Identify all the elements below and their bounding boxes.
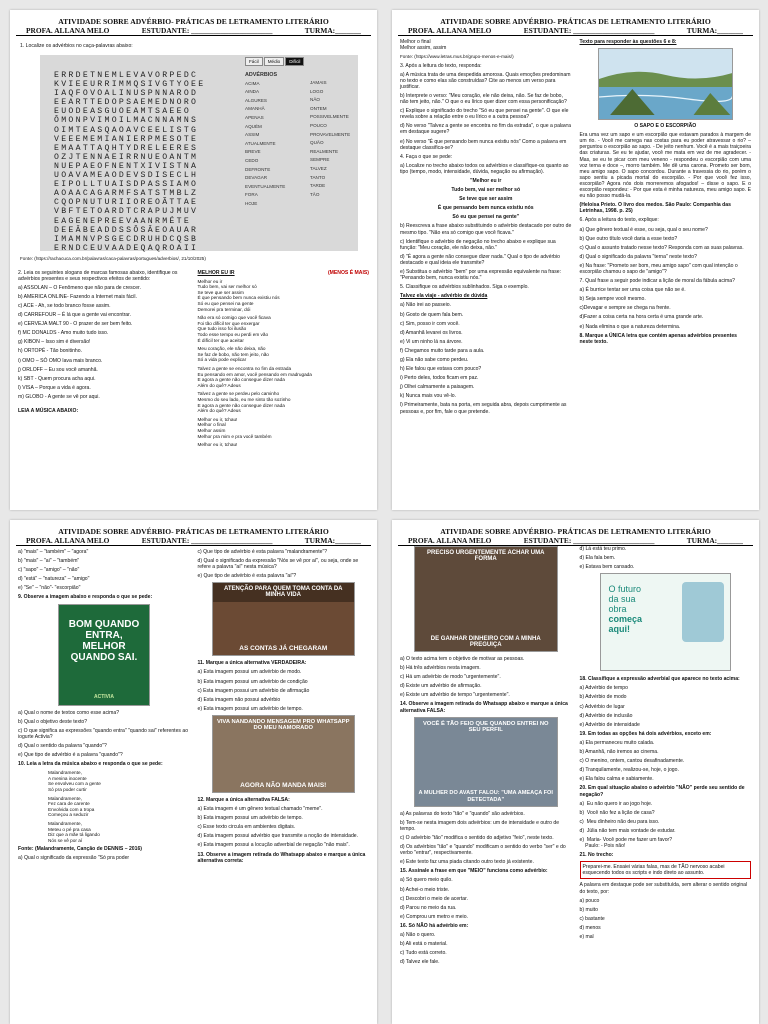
answer-item: d) Qual o sentido da palavra "quando"?	[18, 742, 107, 749]
word-list-item: AMANHÃ	[245, 106, 265, 112]
word-list-item: HOJE	[245, 200, 258, 206]
question-5: 5. Classifique os advérbios sublinhados. Siga o exemplo.	[400, 284, 529, 291]
student-field: ESTUDANTE: ______________________	[141, 26, 273, 35]
option-item: a) É burrice tentar ser uma coisa que não se é.	[579, 287, 686, 294]
song-source: Fonte: (Malandramente, Canção de DENNIS – 2016)	[18, 846, 142, 853]
option-item: b) muito	[579, 906, 598, 913]
option-item: d) Esta imagem possui advérbio que transmite a noção de intensidade.	[197, 833, 359, 840]
slogan-item: k) SBT - Quem procura acha aqui.	[18, 375, 96, 382]
word-list-item: ATUALMENTE	[245, 140, 276, 146]
answer-item: d) Qual o significado da expressão "Nós se vê por aí", ou seja, onde se refere a palavra "aí" nesta música?	[197, 558, 359, 571]
meme-bottom-text: DE GANHAR DINHEIRO COM A MINHA PREGUIÇA	[430, 635, 541, 648]
question-10a: a) Qual o significado da expressão "Só pra poder	[18, 855, 130, 862]
word-list-item: BREVE	[245, 149, 261, 155]
read-song-label: LEIA A MÚSICA ABAIXO:	[18, 408, 79, 414]
answer-item: b) Gosto de quem fala bem.	[400, 311, 464, 318]
option-item: b) Achei-o meio triste.	[400, 886, 450, 893]
question-12: 12. Marque a única alternativa FALSA:	[197, 796, 290, 803]
doc-subheader	[16, 536, 371, 546]
word-list-item: ASSIM	[245, 132, 260, 138]
lyrics-end-2: Melhor assim, assim	[400, 45, 447, 52]
word-list-item: TANTO	[310, 174, 326, 180]
question-8: 8. Marque a ÚNICA letra que contém apenas advérbios presentes neste texto.	[579, 332, 737, 345]
answer-item: b) Interprete o verso: "Meu coração, ele não deixa, não. Se faz de bobo, não tem jeito, não." O que o eu lírico quer dizer com essa personificação?	[400, 92, 567, 106]
answer-item: e) Na frase: "Prometo ser bom, meu amigo sapo" com qual intenção o escorpião chamou o sapo de "amigo"?	[579, 262, 738, 275]
question-16-items	[400, 932, 572, 965]
option-item: c) Há um advérbio de modo "urgentemente".	[400, 674, 501, 681]
question-16: 16. Só NÃO há advérbio em:	[400, 922, 469, 929]
word-list-title: ADVÉRBIOS	[245, 72, 278, 78]
construction-ad-image	[600, 573, 732, 671]
option-item: c) bastante	[579, 915, 605, 922]
question-14: 14. Observe a imagem retirada do Whatsapp abaixo e marque a única alternativa FALSA:	[400, 701, 568, 714]
question-10: 10. Leia a letra da música abaixo e responda o que se pede:	[18, 761, 163, 768]
word-list-item: TALVEZ	[310, 165, 327, 171]
option-item: e) Esta imagem possui um advérbio de tempo.	[197, 705, 303, 712]
option-item: d) "está" – "natureza" – "amigo"	[18, 576, 90, 583]
option-item: e) Esta imagem possui a locução adverbial de negação "não mais".	[197, 842, 350, 849]
word-list-item: PROVAVELMENTE	[310, 131, 351, 137]
option-item: d) Parou no meio da rua.	[400, 904, 457, 911]
slogan-item: h) ORTOPÉ - Tão bonitinho.	[18, 348, 82, 355]
option-item: d) Esta imagem não possui advérbio	[197, 696, 281, 703]
question-6-items	[580, 227, 752, 276]
option-item: b) Há três advérbios nesta imagem.	[400, 665, 481, 672]
slogan-item: e) CERVEJA MALT 90 - O prazer de ser bem feito.	[18, 321, 133, 328]
answer-item: c) Que tipo de advérbio é esta palavra "malandramente"?	[197, 549, 328, 555]
question-9: 9. Observe a imagem abaixo e responda o que se pede:	[18, 594, 153, 601]
option-item: a) Não o quero.	[400, 931, 436, 938]
option-item: e) Advérbio de intensidade	[579, 721, 640, 728]
answer-item: d) No verso "Talvez a gente se encontra no fim da estrada", o que a palavra em destaque sugere?	[400, 123, 571, 136]
difficulty-hard[interactable]: Difícil	[285, 57, 304, 66]
quote-line: "Melhor eu ir	[470, 178, 502, 184]
option-item: b) Tem-se nesta imagem dois advérbios: um de intensidade e outro de tempo.	[400, 819, 560, 832]
option-item: d) Tranquilamente, realizou-se, hoje, o jogo.	[579, 767, 679, 774]
question-4: 4. Faça o que se pede:	[400, 153, 453, 160]
option-item: c) Esse texto circula em ambientes digitais.	[197, 824, 296, 831]
answer-item: c) O que significa as expressões "quando entra" "quando sai" referentes ao iogurte Activia?	[18, 727, 189, 740]
question-7: 7. Qual frase a seguir pode indicar a lição de moral da fábula acima?	[579, 278, 735, 285]
option-item: c) Meu dinheiro não deu para isso.	[579, 818, 660, 825]
word-list-item: JAMAIS	[310, 80, 327, 85]
quote-line: É que pensando bem nunca existiu nós	[437, 205, 534, 212]
meme-top-text: VOCÊ É TÃO FEIO QUE QUANDO ENTREI NO SEU PERFIL	[422, 720, 549, 733]
option-item: d) Existe um advérbio de afirmação.	[400, 683, 482, 690]
answer-item: b) Qual o objetivo deste texto?	[18, 718, 88, 725]
question-20: 20. Em qual situação abaixo o advérbio "NÃO" perde seu sentido de negação?	[579, 785, 745, 798]
answer-item: e) Que tipo de advérbio é esta palavra "aí"?	[197, 573, 297, 580]
word-list-item: NÃO	[310, 97, 320, 103]
meme-top-text: ATENÇÃO PARA QUEM TOMA CONTA DA MINHA VIDA	[213, 583, 355, 601]
meme-bottom-text: A MULHER DO AVAST FALOU: "UMA AMEAÇA FOI DETECTADA"	[418, 790, 553, 803]
question-15: 15. Assinale a frase em que "MEIO" funciona como advérbio:	[400, 868, 548, 875]
word-search	[40, 55, 358, 251]
q13-options	[400, 656, 572, 698]
option-item: a) Eu não quero ir ao jogo hoje.	[579, 800, 653, 807]
slogan-item: j) ORLOFF – Eu sou você amanhã.	[18, 366, 98, 373]
doc-subheader	[398, 536, 753, 546]
meme-top-text: PRECISO URGENTEMENTE ACHAR UMA FORMA	[427, 550, 545, 563]
lyrics-stanza: Malandramente, Meteu o pé pra casa Diz que a mãe tá ligando Nós se vê por aí	[48, 820, 100, 843]
ad-line-5: aqui!	[608, 624, 630, 635]
meme-bottom-text: AS CONTAS JÁ CHEGARAM	[239, 645, 328, 653]
option-item: b) Advérbio de modo	[579, 694, 627, 701]
ad-slogan: BOM QUANDO ENTRA, MELHOR QUANDO SAI.	[68, 618, 140, 663]
word-list-item: FORA	[245, 192, 258, 198]
option-item: c) O advérbio "tão" modifica o sentido do adjetivo "feio", neste texto.	[400, 834, 554, 841]
answer-item: e) No verso "É que pensando bem nunca existiu nós" Como a palavra em destaque classifica-se?	[400, 138, 567, 151]
question-13: 13. Observe a imagem retirada do Whatsapp abaixo e marque a única alternativa correta:	[197, 851, 366, 864]
lyrics-stanza: Não era só comigo que você ficava Foi tão difícil ter que enxergar Que tudo isso foi ilusão Todo esse tempo eu perdi em vão É difícil ter que aceitar	[197, 315, 271, 343]
ad-line-3: obra	[608, 604, 627, 615]
word-list-item: LOGO	[310, 88, 324, 94]
option-item: c) O menino, ontem, cantou desafinadamente.	[579, 758, 685, 765]
option-item: e) Ela falou calma e sabiamente.	[579, 776, 654, 783]
option-item: c) "sapo" – "amigo" – "não"	[18, 567, 80, 574]
doc-title: ATIVIDADE SOBRE ADVÉRBIO- PRÁTICAS DE LETRAMENTO LITERÁRIO	[58, 17, 329, 26]
slogan-item: g) KIBON – Isso sim é diversão!	[18, 339, 91, 346]
word-list-item: DEVAGAR	[245, 175, 268, 181]
word-list-item: ACIMA	[245, 80, 260, 86]
teacher-name: PROFA. ALLANA MELO	[408, 536, 492, 545]
option-item: e) Nada elimina o que a natureza determina.	[579, 323, 681, 330]
option-item: b) "mais" – "ai" – "também"	[18, 558, 80, 565]
lyrics-stanza: Melhor eu ir, tchau! Melhor o final Melhor assim Melhor pra mim e pra você também	[197, 416, 272, 439]
story-text: Era uma vez um sapo e um escorpião que estavam parados à margem de um rio. - Você me carrega nas costas para eu poder atravessar o rio? – perguntou o escorpião ao sapo. - De jeito nenhum. Você é a mais traiçoeira das criaturas. Se eu te ajudar, você me mata em vez de me agradecer. - Mas, se eu te picar com meu veneno - respondeu o escorpião com uma voz terna e doce –, morro também. Me dê uma carona. Prometo ser bom, meu amigo sapo. O sapo concordou. Durante a travessia do rio, porém o sapo sentiu a picada mortal do escorpião. - Por que você fez isso, escorpião? Agora nós dois morreremos afogados! – disse o sapo. E o escorpião respondeu: - Por que esta é minha natureza, meu amigo sapo. E eu não posso mudá-la.	[579, 132, 751, 200]
page-1	[10, 10, 377, 510]
lyrics-stanza: Talvez a gente se perdeu pelo caminho Mesmo do seu lado, eu me sinto tão sozinho E agora a gente não consegue dizer nada Além do quê? Adeus	[197, 391, 291, 414]
class-field: TURMA:_______	[304, 26, 361, 35]
question-14-items	[400, 811, 572, 866]
lyrics-quote	[400, 178, 572, 220]
meme-bills-image	[212, 582, 356, 656]
source: Fonte: (https://rachacuca.com.br/palavras/caca-palavras/portugues/adverbios/, 21/10/2025)	[20, 255, 206, 261]
word-list-item: POUCO	[310, 122, 327, 128]
slogan-item: c) ACE - Ah, se todo branco fosse assim.	[18, 302, 111, 309]
answer-item: l) Primeiramente, bata na porta, em seguida abra, depois cumprimente as pessoas e, por fim, fale o que pretende.	[400, 402, 567, 415]
lyrics-stanza: Meu coração, ele não deixa, não Se faz de bobo, não tem jeito, não Só a vida pode explicar	[197, 346, 269, 363]
word-list-item: REALMENTE	[310, 148, 339, 154]
q17-options	[580, 546, 752, 570]
option-item: e) mal	[579, 934, 594, 940]
option-item: b) Amanhã, não iremos ao cinema.	[579, 749, 659, 756]
answer-item: a) Não irei ao passeio.	[400, 302, 451, 309]
option-item: c)Devagar e sempre se chega na frente.	[579, 305, 671, 312]
doc-title: ATIVIDADE SOBRE ADVÉRBIO- PRÁTICAS DE LETRAMENTO LITERÁRIO	[58, 527, 329, 536]
option-item: c) Esta imagem possui um advérbio de afirmação	[197, 687, 310, 694]
question-19: 19. Em todas as opções há dois advérbios, exceto em:	[579, 730, 712, 737]
answer-item: h) Ele falou que estava com pouco?	[400, 366, 482, 373]
question-20-items	[580, 801, 752, 850]
answer-item: c) Explique o significado do trecho "Só eu que pensei na gente". O que ele revela sobre a relação entre o eu lírico e a outra pessoa?	[400, 108, 569, 121]
class-field: TURMA:_______	[686, 536, 743, 545]
doc-title: ATIVIDADE SOBRE ADVÉRBIO- PRÁTICAS DE LETRAMENTO LITERÁRIO	[440, 17, 711, 26]
answer-item: j) Olhei calmamente a paisagem.	[400, 384, 475, 391]
word-list-item: AQUÉM	[245, 123, 262, 129]
meme-avast-image	[414, 717, 558, 807]
question-5-items	[400, 302, 572, 414]
question-3: 3. Após a leitura do texto, responda:	[400, 62, 482, 69]
slogan-item: m) GLOBO - A gente se vê por aqui.	[18, 393, 100, 400]
option-item: e) Este texto faz uma piada citando outro texto já existente.	[400, 859, 534, 866]
option-item: a) Advérbio de tempo	[579, 685, 628, 692]
answer-item: a) A música trata de uma despedida amorosa. Quais emoções predominam no texto e como elas são construídas? Cite ao menos um verso para justificar.	[400, 71, 571, 90]
answer-item: e) Que tipo de advérbio é a palavra "quando"?	[18, 752, 123, 759]
option-item: a) As palavras do texto "tão" e "quando" são advérbios.	[400, 810, 525, 817]
question-21-text: A palavra em destaque pode ser substituída, sem alterar o sentido original do texto, por:	[579, 882, 748, 895]
option-item: b) Esta imagem possui um advérbio de condição	[197, 678, 308, 685]
word-list-item: CEDO	[245, 157, 259, 163]
option-item: c) Descobri o meio de acertar.	[400, 895, 468, 902]
word-list-2	[310, 79, 350, 199]
teacher-name: PROFA. ALLANA MELO	[408, 26, 492, 35]
slogan-item: f) MC DONALDS - Amo muito tudo isso.	[18, 330, 109, 337]
word-list	[245, 71, 285, 209]
answer-item: e) Vi um ninho lá na árvore.	[400, 338, 463, 345]
question-4e: e) Substitua o advérbio "bem" por uma expressão equivalente na frase: "Pensando bem, nunca existiu nós."	[400, 269, 562, 282]
student-field: ESTUDANTE: ______________________	[141, 536, 273, 545]
quote-line: Tudo bem, vai ser melhor só	[451, 187, 521, 194]
letter-grid: ERRDETNEMLEVAVORPEDC KVIEEURRIMMQSIVGTYOEE IAQFOVOALINUSPNNAROD EEARTTEDOPSAEMEDNORO EUODEASGUOEAMTSAEEO ÔMONPVIMOILMACNNAMNS OIMTEASQAOAVCEELISTG VEEEMEMIANIERPMESOTE EMAATTAQHTYDRELEERES OZJTENNAEIRRNUEOANTM NUEPAEOFNENTXIVISTNA UOAVAMEAODEVSDISECLH EIPOLLTUAISDPASSIAMO AOAACAGARMFSATSTMBLZ CQOPNUTURIIOREOÃTTAE VBFTETOARDTCRAPUJMUV EAGENEPREEVAANRMÉTE DEEÂBEADDSSÔSÂEOAUAR IMAMNVPSGECDRUHDCQSB ERNDCEUVAADEQAQROAII	[54, 71, 206, 253]
option-item: a) pouco	[579, 897, 600, 904]
class-field: TURMA:_______	[304, 536, 361, 545]
lyrics-stanza: Melhor eu ir, tchau!	[197, 442, 238, 448]
meme-top-text: VIVA NANDANDO MENSAGEM PRO WHATSAPP DO MEU NAMORADO	[216, 718, 350, 732]
question-18-items	[580, 685, 752, 727]
ad-line-1: O futuro	[608, 584, 642, 595]
option-item: a) Só quero meio quilo.	[400, 877, 453, 884]
song-band: (MENOS É MAIS)	[327, 269, 369, 276]
story-source: (Heloisa Prieto. O livro dos medos. São Paulo: Companhia das Letrinhas, 1998. p. 25)	[579, 202, 731, 215]
ad-brand: ACTIVIA	[94, 694, 114, 701]
source: Fonte: (https://www.letras.mus.br/grupo-menos-e-mais/)	[400, 54, 514, 60]
page-3	[10, 520, 377, 1024]
option-item: e) Maria- Você pode me fazer um favor? Paulo: - Pois não!	[579, 836, 673, 850]
page-4	[392, 520, 759, 1024]
option-item: d) Advérbio de inclusão	[579, 712, 633, 719]
answer-item: a) Que gênero textual é esse, ou seja, qual o seu nome?	[579, 226, 708, 233]
word-list-item: ALGURES	[245, 97, 267, 103]
slogan-item: d) CARREFOUR – É lá que a gente vai encontrar.	[18, 312, 131, 319]
question-4d: d) "É agora a gente não consegue dizer nada." Qual o tipo de advérbio destacado e qual ideia ele transmite?	[400, 253, 560, 266]
answer-item: f) Chegamos muito tarde para a aula.	[400, 347, 485, 354]
question-21: 21. No trecho:	[579, 852, 614, 859]
question-4a: a) Localize no trecho abaixo todos os advérbios e classifique-os quanto ao tipo (tempo, modo, intensidade, dúvida, negação ou afirmação).	[400, 162, 569, 175]
story-title: O SAPO E O ESCORPIÃO	[634, 123, 697, 130]
answer-item: c) Sim, posso ir com você.	[400, 320, 460, 327]
question-19-items	[580, 740, 752, 782]
option-item: d) menos	[579, 924, 601, 931]
option-item: e) Comprou um metro e meio.	[400, 913, 468, 920]
quote-line: Só eu que pensei na gente"	[452, 214, 520, 221]
slogan-item: b) AMERICA ONLINE- Fazendo a Internet mais fácil.	[18, 293, 137, 300]
story-heading: Texto para responder às questões 6 e 8:	[579, 39, 677, 45]
word-list-item: TÃO	[310, 191, 320, 197]
option-item: b) Seja sempre você mesmo.	[579, 296, 646, 303]
option-item: e) Existe um advérbio de tempo "urgentemente".	[400, 692, 510, 699]
answer-item: d) Qual o significado da palavra "terna" neste texto?	[579, 253, 697, 260]
option-item: a) O texto acima tem o objetivo de motivar as pessoas.	[400, 656, 525, 662]
question-1: 1. Localize os advérbios no caça-palavras abaixo:	[20, 43, 133, 49]
word-list-item: EVENTUALMENTE	[245, 183, 286, 189]
doc-title: ATIVIDADE SOBRE ADVÉRBIO- PRÁTICAS DE LETRAMENTO LITERÁRIO	[440, 527, 711, 536]
class-field: TURMA:_______	[686, 26, 743, 35]
doc-subheader	[16, 26, 371, 36]
meme-lazy-image	[414, 546, 558, 652]
option-item: e) Estava bem cansado.	[579, 564, 635, 571]
song-lyrics	[18, 770, 190, 843]
question-4c: c) Identifique o advérbio de negação no trecho abaixo e explique sua função: "Meu coração, ele não deixa, não."	[400, 238, 556, 251]
option-item: b) Ali está o material.	[400, 941, 448, 948]
option-item: a) Ela permaneceu muito calada.	[579, 739, 655, 746]
ad-line-2: da sua	[608, 594, 636, 605]
option-item: c) Advérbio de lugar	[579, 703, 625, 710]
question-4b: b) Reescreva a frase abaixo substituindo o advérbio destacado por outro de mesmo tipo. "Não era só comigo que você ficava."	[400, 223, 572, 236]
word-list-item: POSSIVELMENTE	[310, 114, 349, 120]
word-list-item: AINDA	[245, 89, 260, 95]
slogan-item: a) ASSOLAN – O Fenômeno que não para de crescer.	[18, 284, 141, 291]
question-7-items	[580, 287, 752, 329]
option-item: e) "Se" – "não"- "escorpião"	[18, 585, 81, 592]
option-item: c) Tudo está correto.	[400, 950, 447, 957]
word-list-item: QUÃO	[310, 140, 324, 146]
question-9-items	[18, 710, 190, 759]
student-field: ESTUDANTE: ______________________	[523, 26, 655, 35]
answer-item: g) Ela não sabe como perdeu.	[400, 356, 469, 363]
lyrics-stanza: Melhor eu ir Tudo bem, vai ser melhor só Se teve que ser assim É que pensando bem nunca existiu nós Só eu que pensei na gente Demorei pra terminar, dói	[197, 278, 280, 312]
difficulty-medium[interactable]: Médio	[264, 57, 285, 66]
teacher-name: PROFA. ALLANA MELO	[26, 26, 110, 35]
answer-item: k) Nunca mais vou vê-lo.	[400, 393, 457, 400]
slogans-list	[18, 285, 190, 400]
song-lyrics	[198, 279, 370, 448]
option-item: d) Talvez ele fale.	[400, 959, 440, 966]
question-11-items	[198, 669, 370, 711]
answer-item: b) Que outro título você daria a esse texto?	[579, 235, 678, 242]
answer-item: a) Qual o nome de textos como esse acima?	[18, 709, 120, 716]
doc-subheader	[398, 26, 753, 36]
answer-item: d) Amanhã levarei os livros.	[400, 329, 463, 336]
river-landscape-image	[598, 48, 734, 120]
word-list-item: TARDE	[310, 183, 326, 189]
ad-line-4: começa	[608, 614, 643, 625]
example: Talvez ela viaje - advérbio de dúvida	[400, 293, 488, 300]
lyrics-stanza: Malandramente, A menina inocente Se envolveu com a gente Só pra poder curtir	[48, 770, 101, 792]
q8-options	[18, 549, 190, 591]
word-list-item: APENAS	[245, 114, 264, 120]
question-15-items	[400, 877, 572, 919]
lyrics-stanza: Talvez a gente se encontra no fim da estrada Eu pensando em amor, você pensando em madrugada E agora a gente não consegue dizer nada Além do quê? Adeus	[197, 366, 312, 388]
word-list-item: DEFRONTE	[245, 166, 271, 172]
question-12-items	[198, 806, 370, 848]
student-field: ESTUDANTE: ______________________	[523, 536, 655, 545]
page-2	[392, 10, 759, 510]
question-21-items	[580, 898, 752, 940]
word-list-item: SEMPRE	[310, 157, 330, 163]
question-6: 6. Após a leitura do texto, explique:	[579, 217, 659, 224]
difficulty-buttons	[245, 57, 304, 66]
song-title: MELHOR EU IR	[197, 269, 235, 276]
option-item: d) Os advérbios "tão" e "quando" modificam o sentido do verbo "ser" e do verbo "entrar", respectivamente.	[400, 844, 566, 857]
meme-girl-image	[212, 715, 356, 793]
slogan-item: l) VISA – Porque a vida é agora.	[18, 384, 91, 391]
lyrics-end-1: Melhor o final	[400, 39, 431, 45]
question-18: 18. Classifique a expressão adverbial que aparece no texto acima:	[579, 676, 740, 683]
q10-options	[198, 549, 370, 579]
activia-ad-image	[58, 604, 150, 706]
lyrics-stanza: Malandramente, Fez cara de carente Envolvida com a tropa Começou a seduzir	[48, 795, 95, 818]
option-item: a) "mais" – "também" – "agora"	[18, 549, 89, 555]
option-item: a) Esta imagem possui um advérbio de modo.	[197, 669, 302, 676]
quote-line: Se teve que ser assim	[459, 196, 513, 203]
question-11: 11. Marque a única alternativa VERDADEIRA:	[197, 660, 307, 667]
option-item: b) Esta imagem possui um advérbio de tempo.	[197, 815, 303, 822]
question-2: 2. Leia os seguintes slogans de marcas famosas abaixo, identifique os advérbios presentes e seus respectivos efeitos de sentido:	[18, 269, 178, 282]
difficulty-easy[interactable]: Fácil	[245, 57, 263, 66]
option-item: b) Você não fez a lição de casa?	[579, 809, 655, 816]
slogan-item: i) OMO – SÓ OMO lava mais branco.	[18, 357, 103, 364]
answer-item: c) Qual o assunto tratado nesse texto? Responda com as suas palavras.	[579, 244, 744, 251]
option-item: d) Lá está teu primo.	[579, 546, 627, 552]
word-list-item: ONTEM	[310, 105, 327, 111]
question-3-items	[400, 72, 572, 151]
option-item: a) Esta imagem é um gênero textual chamado "meme".	[197, 806, 323, 813]
meme-bottom-text: AGORA NÃO MANDA MAIS!	[240, 781, 327, 789]
excerpt-box: Preparei-me. Ensaiei várias falas, mas de TÃO nervoso acabei esquecendo todos os scripts e indo direto ao assunto.	[580, 861, 752, 879]
teacher-name: PROFA. ALLANA MELO	[26, 536, 110, 545]
option-item: d)Fazer a coisa certa na hora certa é uma grande arte.	[579, 314, 704, 321]
option-item: d) Ela fala bem.	[579, 555, 616, 562]
answer-item: i) Perto deles, todos ficam em paz.	[400, 375, 479, 382]
option-item: d) Júlia não tem mais vontade de estudar.	[579, 827, 676, 834]
